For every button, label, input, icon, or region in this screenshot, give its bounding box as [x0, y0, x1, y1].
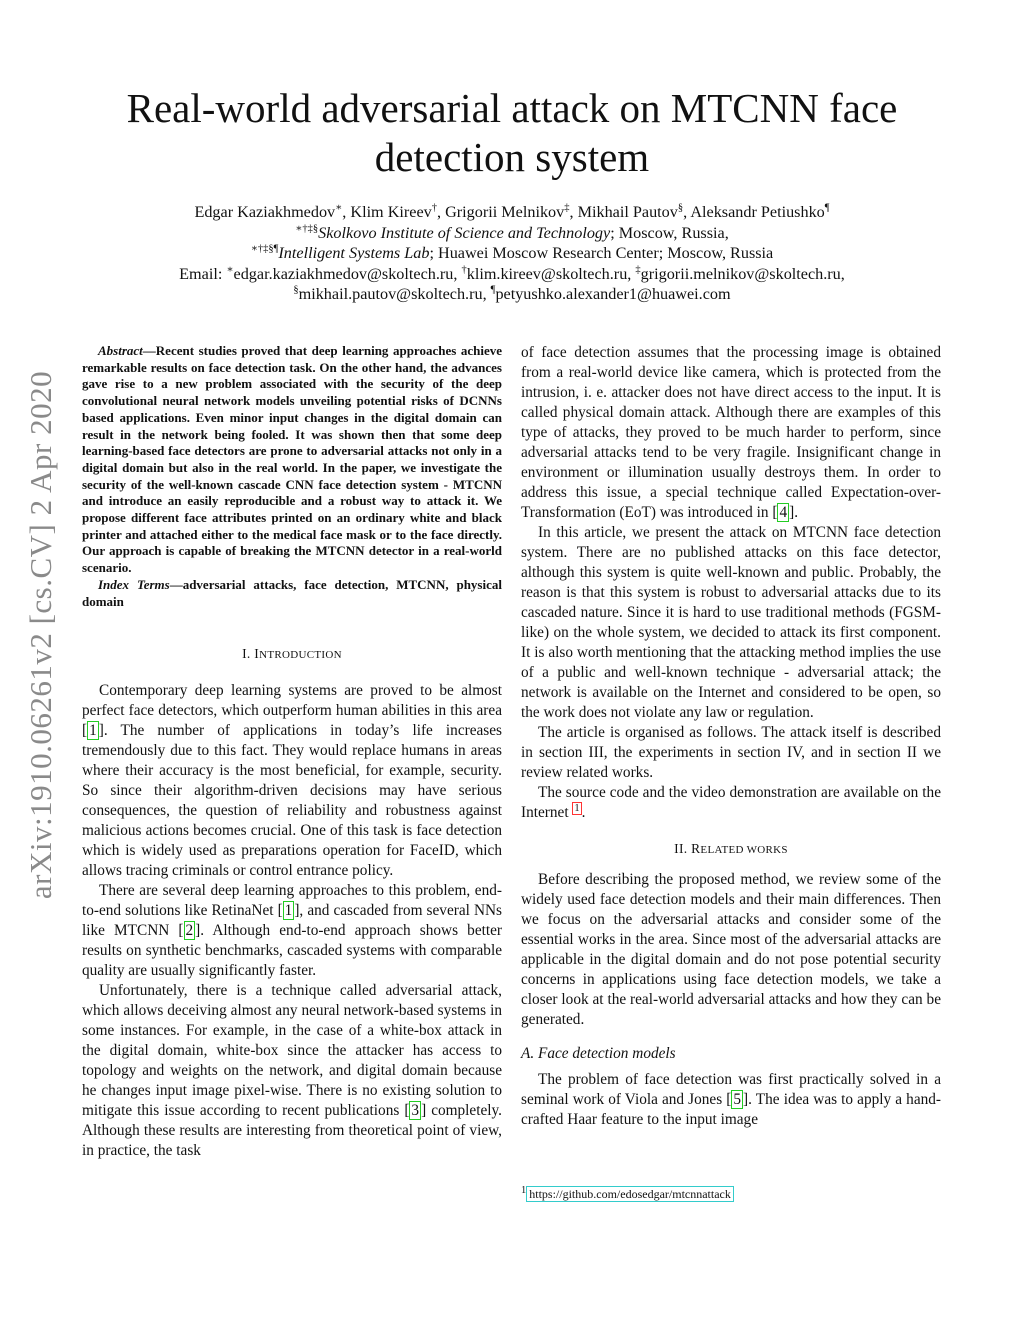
- email-mark: ∗: [226, 264, 234, 276]
- intro-paragraph-2: [82, 881, 502, 981]
- index-terms: [82, 577, 502, 610]
- paragraph-text: ]. The number of applications in today’s life increases tremendously due to this fact. They would replace humans in areas where their accuracy is the most beneficial, for example, security. So since their algorithm-driven decisions may have serious consequences, the question of reliability and robustness against malicious actions becomes crucial. One of this task is face detection which is widely used as preparations operation for FaceID, which allows tracing criminals or control entrance policy.: [82, 722, 502, 880]
- abstract: [82, 343, 502, 577]
- email-mark: †: [461, 264, 467, 276]
- email-mark: ¶: [490, 284, 496, 296]
- author-mark: ‡: [564, 202, 570, 214]
- author-name: , Grigorii Melnikov: [437, 203, 565, 221]
- email-label: Email:: [179, 264, 227, 283]
- arxiv-identifier-text: arXiv:1910.06261v2 [cs.CV] 2 Apr 2020: [23, 370, 59, 900]
- footnote-mark: 1: [521, 1185, 527, 1196]
- related-paragraph-1: Before describing the proposed method, we review some of the widely used face detection models and their main differences. Then we focus on the adversarial attacks and consider some of the essential works in the area. Since most of the adversarial attacks are applicable in the digital domain and do not pose potential security concerns in applications using face detection models, we take a closer look at the real-world adversarial attacks and how they can be generated.: [521, 871, 941, 1028]
- author-mark: ¶: [824, 202, 830, 214]
- email-address: petyushko.alexander1@huawei.com: [495, 285, 731, 303]
- paragraph-text: of face detection assumes that the processing image is obtained from a real-world device like camera, which is protected from the intrusion, i. e. attacker does not have direct access to the input. It is called physical domain attack. Although there are examples of this type of attacks, they proved to be much harder to perform, since adversarial attacks tend to be very fragile. Insignificant change in environment or illumination usually destroys them. In order to address this issue, a special technique called Expectation-over-Transformation (EoT) was introduced in [: [521, 344, 941, 521]
- paragraph-text: There are several deep learning approaches to this problem, end-to-end solutions like RetinaNet [: [82, 882, 502, 920]
- footnote-url-link[interactable]: https://github.com/edosedgar/mtcnnattack: [526, 1186, 734, 1202]
- author-mark: †: [431, 202, 437, 214]
- paragraph-text: Contemporary deep learning systems are proved to be almost perfect face detectors, which outperform human abilities in this area [: [82, 682, 502, 740]
- paragraph-text: The problem of face detection was first practically solved in a seminal work of Viola and Jones [: [521, 1071, 941, 1108]
- author-mark: ∗: [335, 202, 343, 214]
- affiliation-1: [80, 223, 944, 244]
- author-names: [80, 202, 944, 223]
- email-address: edgar.kaziakhmedov@skoltech.ru,: [233, 264, 462, 283]
- intro-paragraph-1: [82, 681, 502, 881]
- intro-paragraph-7: [521, 783, 941, 823]
- arxiv-identifier: [18, 340, 64, 930]
- intro-paragraph-4: [521, 343, 941, 523]
- citation-link[interactable]: 1: [89, 722, 97, 740]
- section-number: I.: [242, 646, 255, 662]
- author-name: Edgar Kaziakhmedov: [194, 203, 336, 221]
- index-terms-text: —adversarial attacks, face detection, MTCNN, physical domain: [82, 576, 502, 609]
- citation-link[interactable]: 4: [779, 504, 788, 521]
- email-address: klim.kireev@skoltech.ru,: [466, 264, 636, 283]
- citation-link[interactable]: 5: [733, 1091, 742, 1108]
- paragraph-text: .: [581, 804, 586, 821]
- author-name: , Mikhail Pautov: [569, 203, 678, 221]
- intro-paragraph-3: [82, 981, 502, 1161]
- affiliation-location: ; Moscow, Russia,: [610, 223, 729, 242]
- email-line-1: [80, 264, 944, 285]
- footnote-link[interactable]: 1: [574, 802, 580, 814]
- paragraph-text: ]. Although end-to-end approach shows better results on synthetic benchmarks, cascaded systems with comparable quality are usually significantly faster.: [82, 922, 502, 980]
- email-address: mikhail.pautov@skoltech.ru,: [298, 285, 491, 303]
- affiliation-name: Skolkovo Institute of Science and Technology: [318, 223, 611, 242]
- section-heading-related-works: [521, 839, 941, 860]
- title-line-1: Real-world adversarial attack on MTCNN face: [126, 85, 898, 131]
- paragraph-text: ]. The idea was to apply a hand-crafted Haar feature to the input image: [521, 1091, 942, 1128]
- related-paragraph-2: [521, 1070, 941, 1130]
- section-number: II.: [674, 841, 692, 856]
- email-mark: ‡: [635, 264, 641, 276]
- paper-title: [100, 84, 924, 182]
- intro-paragraph-6: The article is organised as follows. The attack itself is described in section III, the experiments in section IV, and in section II we review related works.: [521, 724, 941, 781]
- affiliation-marks: ∗†‡§: [295, 223, 319, 235]
- section-title: ELATED WORKS: [700, 844, 788, 856]
- affiliation-location: ; Huawei Moscow Research Center; Moscow, Russia: [429, 244, 774, 262]
- left-column: [82, 343, 502, 1161]
- paragraph-text: The source code and the video demonstration are available on the Internet: [521, 784, 941, 821]
- right-column: [521, 343, 941, 1130]
- abstract-text: —Recent studies proved that deep learning approaches achieve remarkable results on face detection task. On the other hand, the advances gave rise to a new problem associated with the security of the deep convolutional neural network models unveiling potential risks of DCNNs based applications. Even minor input changes in the digital domain can result in the network being fooled. It was shown then that some deep learning-based face detectors are prone to adversarial attacks not only in a digital domain but also in the real world. In the paper, we investigate the security of the well-known cascade CNN face detection system - MTCNN and introduce an easily reproducible and a robust way to attack it. We propose different face attributes printed on an ordinary white and black printer and attached either to the medical face mask or to the face directly. Our approach is capable of breaking the MTCNN detector in a real-world scenario.: [82, 343, 502, 576]
- intro-paragraph-5: In this article, we present the attack on MTCNN face detection system. There are no published attacks on this face detector, although this system is quite well-known and public. Probably, the reason is that this system is robust to adversarial attacks due to its cascaded nature. Since it is hard to use traditional methods (FGSM-like) on the whole system, we decided to attack its first component. It is also worth mentioning that the attacking method implies the use of a public and well-known technique - adversarial attack; the network is available on the Internet and considered to be open, so the work does not violate any law or regulation.: [521, 524, 941, 721]
- author-name: , Aleksandr Petiushko: [683, 203, 825, 221]
- section-heading-introduction: [82, 644, 502, 665]
- author-mark: §: [677, 202, 684, 214]
- section-title: NTRODUCTION: [259, 649, 342, 662]
- footnote: [521, 1186, 734, 1202]
- title-line-2: detection system: [374, 134, 650, 180]
- abstract-label: Abstract: [98, 343, 143, 358]
- paragraph-text: ].: [789, 504, 799, 521]
- citation-link[interactable]: 2: [185, 922, 194, 940]
- paragraph-text: Unfortunately, there is a technique called adversarial attack, which allows deceiving almost any neural network-based systems in some instances. For example, in the case of a white-box attack in the digital domain, white-box since the attacker has access to topology and weights on the network, and digital domain because he changes input image pixel-wise. There is no existing solution to mitigate this issue according to recent publications [: [82, 982, 502, 1120]
- affiliation-2: [80, 243, 944, 264]
- paragraph-text: ] completely. Although these results are interesting from theoretical point of view, in practice, the task: [82, 1102, 502, 1160]
- author-name: , Klim Kireev: [342, 203, 432, 221]
- index-terms-label: Index Terms: [98, 576, 170, 592]
- email-mark: §: [293, 284, 299, 296]
- affiliation-name: Intelligent Systems Lab: [278, 244, 430, 262]
- email-line-2: [80, 284, 944, 305]
- section-initial: I: [254, 646, 260, 662]
- section-initial: R: [691, 841, 701, 856]
- citation-link[interactable]: 1: [284, 902, 293, 920]
- affiliation-marks: ∗†‡§¶: [250, 243, 279, 255]
- author-block: [80, 202, 944, 305]
- paragraph-text: ], and cascaded from several NNs like MTCNN [: [82, 902, 502, 940]
- subsection-heading-face-detection-models: A. Face detection models: [521, 1045, 676, 1062]
- email-address: grigorii.melnikov@skoltech.ru,: [640, 264, 845, 283]
- citation-link[interactable]: 3: [411, 1102, 420, 1120]
